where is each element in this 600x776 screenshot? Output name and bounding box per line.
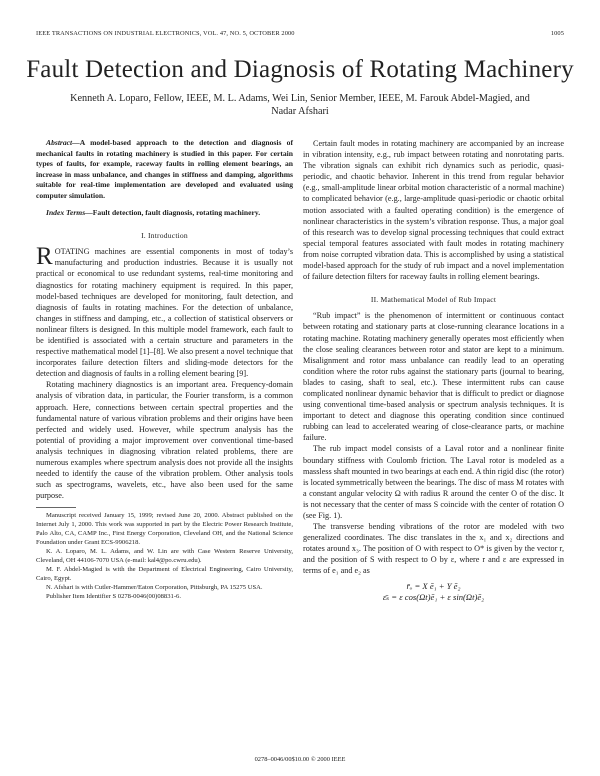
equation-2: ε̄ₛ = ε cos(Ωt)ē₁ + ε sin(Ωt)ē₂ bbox=[382, 592, 485, 603]
journal-name: IEEE TRANSACTIONS ON INDUSTRIAL ELECTRONICS, VOL. 47, NO. 5, OCTOBER 2000 bbox=[36, 30, 295, 37]
footnote-publisher-id: Publisher Item Identifier S 0278-0046(00)08831-6. bbox=[46, 592, 181, 600]
footnote-manuscript: Manuscript received January 15, 1999; revised June 20, 2000. Abstract published on the Internet July 1, 2000. This work was supported in part by the Electric Power Research Institute, Palo Alto, CA, CAMP Inc., First Energy Corporation, Cleveland OH, and the National Science Foundation under Grant ECS-9906218. bbox=[36, 512, 293, 547]
section-heading-rub-impact: II. Mathematical Model of Rub Impact bbox=[370, 295, 497, 305]
copyright-footer: 0278–0046/00$10.00 © 2000 IEEE bbox=[254, 756, 346, 763]
footnote-afshari: N. Afshari is with Cutler-Hammer/Eaton Corporation, Pittsburgh, PA 15275 USA. bbox=[46, 583, 263, 591]
intro-paragraph-1-text: OTATING machines are essential components in most of today’s manufacturing and production industries. Because it is usually not practical or economical to use redundant systems, real-time monitoring and diagnostics for rotating machinery equipment is required. In this paper, model-based techniques are developed for monitoring, fault detection, and diagnosis of faults in rotating machines. For the detection of unbalance, changes in stiffness and damping, etc., a collection of statistical observers or nonlinear filters is designed. In this multiple model framework, each fault to be identified is associated with a certain structure and parameters in the respective mathematical model [1]–[8]. We also present a novel technique that incorporates failure detection filters and sliding-mode detectors for the detection and diagnosis of faults in a rolling element bearing [9]. bbox=[36, 247, 293, 379]
right-column bbox=[303, 138, 564, 604]
index-terms-text: Fault detection, fault diagnosis, rotating machinery. bbox=[92, 207, 261, 217]
footnote-divider bbox=[36, 507, 76, 508]
drop-cap: R bbox=[36, 243, 53, 271]
paper-title: Fault Detection and Diagnosis of Rotating Machinery bbox=[26, 56, 574, 83]
abstract bbox=[36, 138, 293, 202]
section-heading-introduction: I. Introduction bbox=[141, 231, 188, 241]
intro-paragraph-2: Rotating machinery diagnostics is an important area. Frequency-domain analysis of vibration data, in particular, the Fourier transform, is a common approach. Here, connections between certain spectral properties and the fundamental nature of various vibration problems and their origins have been perfected and widely used. However, while spectrum analysis has the potential of providing a major improvement over conventional time-based analysis techniques in diagnosing vibration related problems, there are numerous examples where spectrum analysis does not provide all the insights needed to identify the cause of the vibration problem. Other analysis tools such as spectrograms, wavelets, etc., have also been used for the same purpose. bbox=[36, 380, 293, 501]
page-number: 1005 bbox=[550, 30, 564, 37]
abstract-label: Abstract— bbox=[46, 138, 80, 147]
index-terms bbox=[36, 208, 293, 219]
left-column bbox=[36, 138, 293, 601]
abstract-text: A model-based approach to the detection and diagnosis of mechanical faults in rotating machinery is studied in this paper. For certain types of faults, for example, raceway faults in rolling element bearings, an increase in mass unbalance, and changes in stiffness and damping, algorithms suitable for real-time implementation are developed and evaluated using computer simulation. bbox=[36, 138, 293, 200]
rub-paragraph-2: The rub impact model consists of a Laval rotor and a nonlinear finite boundary stiffness with Coulomb friction. The Laval rotor is modeled as a massless shaft mounted in two bearings at each end. A thin rigid disc (the rotor) is located symmetrically between the bearings. The disc of mass M rotates with a constant angular velocity Ω with radius R around the center O of the disc. It is not necessary that the center of mass S coincide with the center of rotation O (see Fig. 1). bbox=[303, 444, 564, 520]
author-list: Kenneth A. Loparo, Fellow, IEEE, M. L. Adams, Wei Lin, Senior Member, IEEE, M. Farouk Abdel-Magied, and Nadar Afshari bbox=[70, 93, 530, 117]
rub-paragraph-3: The transverse bending vibrations of the rotor are modeled with two generalized coordinates. The disc translates in the x₁ and x₂ directions and rotates around x₃. The position of O with respect to O* is given by the vector r, and the position of S with respect to O by ε, where r and ε are expressed in terms of e₁ and e₂ as bbox=[303, 522, 564, 576]
footnote-abdel-magied: M. F. Abdel-Magied is with the Department of Electrical Engineering, Cairo University, Cairo, Egypt. bbox=[36, 565, 293, 582]
footnote-loparo: K. A. Loparo, M. L. Adams, and W. Lin are with Case Western Reserve University, Cleveland, OH 44106-7070 USA (e-mail: kal4@po.cwru.edu). bbox=[36, 548, 293, 564]
index-terms-label: Index Terms— bbox=[46, 207, 93, 217]
right-intro-paragraph: Certain fault modes in rotating machinery are accompanied by an increase in vibration intensity, e.g., rub impact between rotating and nonrotating parts. The vibration signals can exhibit rich dynamics such as periodic, quasi-periodic, and chaotic behavior. Inherent in this trend from regular behavior (e.g., small-amplitude linear orbital motion characteristic of a normal machine) to complicated behavior (e.g., large-amplitude quasi-periodic or chaotic orbital motion associated with a faulted operating condition) is the emergence of nonlinear characteristics in the system’s vibration response. Thus, a major goal of this research was to develop signal processing techniques that could extract special temporal features associated with fault modes in rotating machinery from noise corrupted vibration data. This is accomplished by using a statistical model-based approach for the study of rub impact and a novel implementation of failure detection filters for raceway faults in rolling element bearings. bbox=[303, 139, 564, 282]
intro-paragraph-1 bbox=[36, 243, 293, 379]
equation-1: r̄ₒ = X ē₁ + Y ē₂ bbox=[406, 580, 461, 591]
rub-paragraph-1: “Rub impact” is the phenomenon of intermittent or continuous contact between rotating and stationary parts at close-running clearance locations in a rotating machine. Rotating machinery generally operates most efficiently when the close sealing clearances between rotor and stator are kept to a minimum. Misalignment and rotor mass unbalance can readily lead to an operating condition where the rotor rubs against the stationary parts (journal to bearing, blades to casing, shaft to seal, etc.). These intermittent rubs can cause complicated nonlinear dynamic behavior that is difficult to predict or diagnose using conventional time-based analysis or spectrum analysis techniques. It is important to detect and diagnose this operating condition since continued rubbing can lead to accelerated wearing of close-clearance parts, or machine failure. bbox=[303, 311, 564, 443]
running-header bbox=[36, 30, 564, 37]
